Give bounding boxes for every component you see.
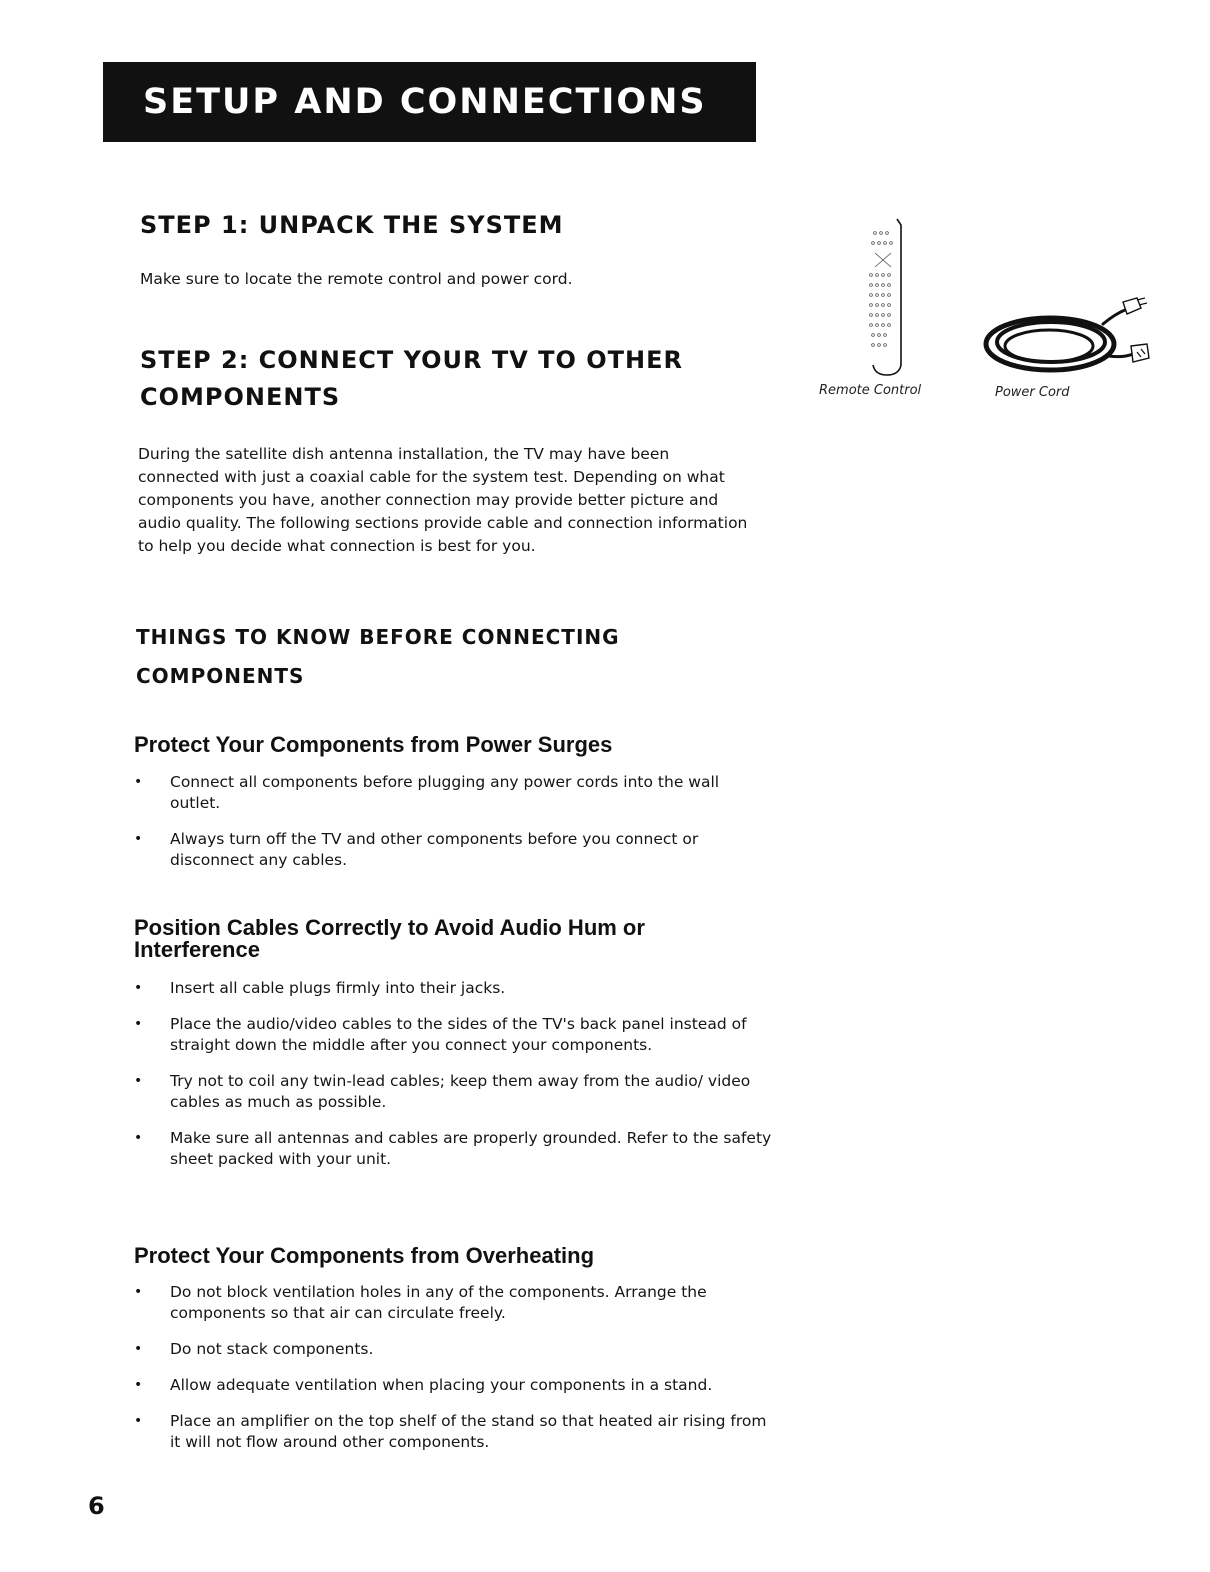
overheat-list [132,1282,772,1468]
section-banner: SETUP AND CONNECTIONS [103,62,756,142]
list-item: • Place the audio/video cables to the sides of the TV's back panel instead of straight down the middle after you connect your components. [132,1014,772,1056]
step1-heading: STEP 1: UNPACK THE SYSTEM [140,211,564,239]
overheat-heading: Protect Your Components from Overheating [134,1243,595,1268]
cables-heading-line1: Position Cables Correctly to Avoid Audio Hum or [134,915,645,940]
list-item: • Try not to coil any twin-lead cables; keep them away from the audio/ video cables as much as possible. [132,1071,772,1113]
list-item: • Connect all components before plugging any power cords into the wall outlet. [132,772,772,814]
step2-text: During the satellite dish antenna installation, the TV may have been connected with just a coaxial cable for the system test. Depending on what components you have, another connection may provide better picture and audio quality. The following sections provide cable and connection information to help you decide what connection is best for you. [138,445,748,555]
step2-heading-line2: COMPONENTS [140,383,341,411]
things-heading-line2: COMPONENTS [136,664,305,688]
page-number: 6 [88,1492,105,1520]
things-heading-line1: THINGS TO KNOW BEFORE CONNECTING [136,625,620,649]
remote-caption: Remote Control [819,383,922,398]
list-item: • Do not block ventilation holes in any of the components. Arrange the components so that air can circulate freely. [132,1282,772,1324]
list-item: • Make sure all antennas and cables are properly grounded. Refer to the safety sheet packed with your unit. [132,1128,772,1170]
list-item: • Allow adequate ventilation when placing your components in a stand. [132,1375,772,1396]
remote-control-illustration [845,215,915,377]
surges-heading: Protect Your Components from Power Surges [134,732,613,757]
power-cord-illustration [975,292,1155,382]
surges-list [132,772,772,886]
cord-caption: Power Cord [995,385,1070,400]
step1-text: Make sure to locate the remote control and power cord. [140,270,573,288]
cables-list [132,978,772,1185]
list-item: • Insert all cable plugs firmly into their jacks. [132,978,772,999]
list-item: • Place an amplifier on the top shelf of the stand so that heated air rising from it will not flow around other components. [132,1411,772,1453]
step2-heading-line1: STEP 2: CONNECT YOUR TV TO OTHER [140,346,683,374]
list-item: • Always turn off the TV and other components before you connect or disconnect any cables. [132,829,772,871]
cables-heading-line2: Interference [134,937,260,962]
list-item: • Do not stack components. [132,1339,772,1360]
